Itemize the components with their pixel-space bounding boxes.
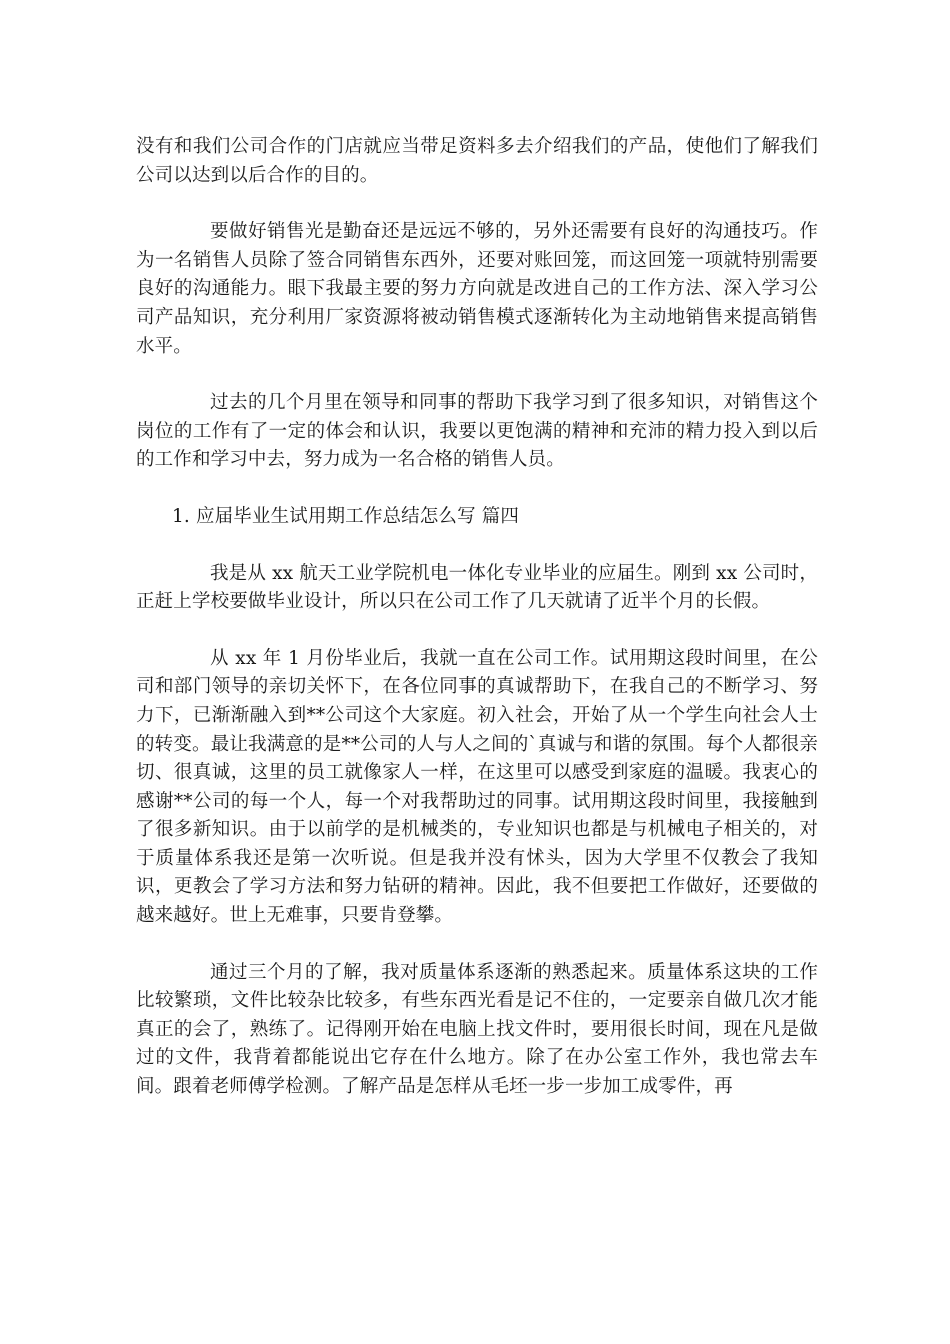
paragraph-3: 过去的几个月里在领导和同事的帮助下我学习到了很多知识，对销售这个岗位的工作有了一定的体会和认识，我要以更饱满的精神和充沛的精力投入到以后的工作和学习中去，努力成为一名合格的销售人员。 (136, 392, 818, 471)
paragraph-4: 我是从 xx 航天工业学院机电一体化专业毕业的应届生。刚到 xx 公司时，正赶上学校要做毕业设计，所以只在公司工作了几天就请了近半个月的长假。 (136, 562, 818, 613)
paragraph-1: 没有和我们公司合作的门店就应当带足资料多去介绍我们的产品，使他们了解我们公司以达到以后合作的目的。 (136, 136, 818, 186)
document-page (136, 133, 818, 1130)
paragraph-6: 通过三个月的了解，我对质量体系逐渐的熟悉起来。质量体系这块的工作比较繁琐，文件比较杂比较多，有些东西光看是记不住的，一定要亲自做几次才能真正的会了，熟练了。记得刚开始在电脑上找文件时，要用很长时间，现在凡是做过的文件，我背着都能说出它存在什么地方。除了在办公室工作外，我也常去车间。跟着老师傅学检测。了解产品是怎样从毛坯一步一步加工成零件，再 (136, 961, 818, 1098)
paragraph-5: 从 xx 年 1 月份毕业后，我就一直在公司工作。试用期这段时间里，在公司和部门领导的亲切关怀下，在各位同事的真诚帮助下，在我自己的不断学习、努力下，已渐渐融入到**公司这个大家庭。初入社会，开始了从一个学生向社会人士的转变。最让我满意的是**公司的人与人之间的`真诚与和谐的氛围。每个人都很亲切、很真诚，这里的员工就像家人一样，在这里可以感受到家庭的温暖。我衷心的感谢**公司的每一个人，每一个对我帮助过的同事。试用期这段时间里，我接触到了很多新知识。由于以前学的是机械类的，专业知识也都是与机械电子相关的，对于质量体系我还是第一次听说。但是我并没有怵头，因为大学里不仅教会了我知识，更教会了学习方法和努力钻研的精神。因此，我不但要把工作做好，还要做的越来越好。世上无难事，只要肯登攀。 (136, 647, 818, 927)
paragraph-2: 要做好销售光是勤奋还是远远不够的，另外还需要有良好的沟通技巧。作为一名销售人员除了签合同销售东西外，还要对账回笼，而这回笼一项就特别需要良好的沟通能力。眼下我最主要的努力方向就是改进自己的工作方法、深入学习公司产品知识，充分利用厂家资源将被动销售模式逐渐转化为主动地销售来提高销售水平。 (136, 221, 818, 357)
section-heading: 1. 应届毕业生试用期工作总结怎么写 篇四 (172, 505, 520, 527)
